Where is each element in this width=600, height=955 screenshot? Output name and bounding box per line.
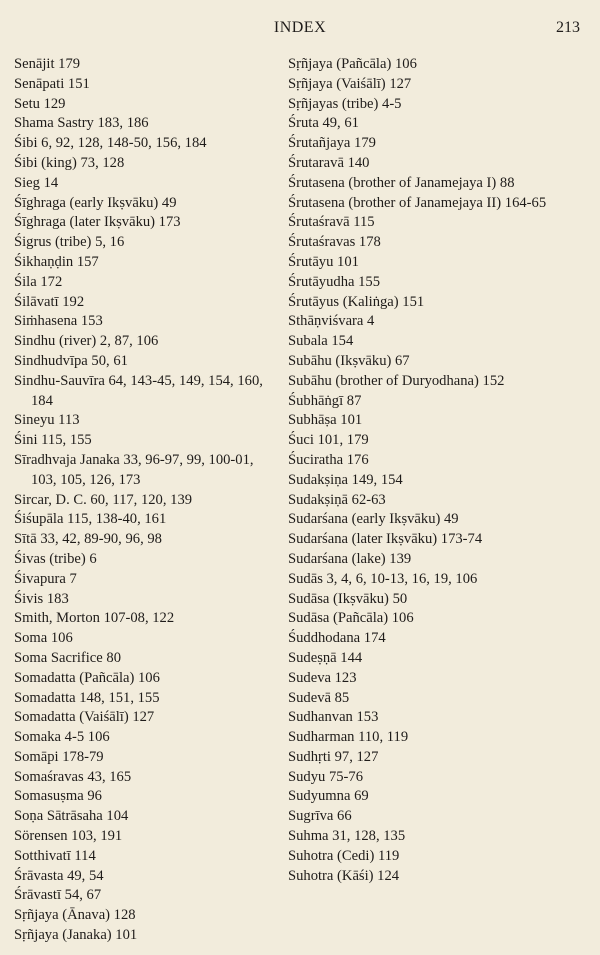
index-entry: Śivapura 7	[14, 570, 77, 587]
index-entry: Śivas (tribe) 6	[14, 550, 97, 567]
index-entry: Smith, Morton 107-08, 122	[14, 610, 175, 627]
index-entry: Sudevā 85	[288, 689, 350, 706]
index-entry: Śrutaśravā 115	[288, 214, 375, 231]
index-entry: Somadatta (Vaiśālī) 127	[14, 709, 155, 726]
index-entry: Suhotra (Kāśi) 124	[288, 867, 400, 884]
index-entry: Sudāsa (Pañcāla) 106	[288, 610, 414, 627]
index-entry: Śruta 49, 61	[288, 115, 359, 132]
index-entry: Śibi 6, 92, 128, 148-50, 156, 184	[14, 135, 207, 152]
index-entry: Sudakṣiṇā 62-63	[288, 491, 386, 508]
index-entry: Suhma 31, 128, 135	[288, 828, 406, 845]
index-entry: Subhāṣa 101	[288, 412, 363, 429]
index-entry: Śivis 183	[14, 590, 69, 607]
index-entry: Sindhudvīpa 50, 61	[14, 352, 128, 369]
index-entry: Śrutasena (brother of Janamejaya II) 164-65	[288, 194, 547, 211]
index-entry: Śiśupāla 115, 138-40, 161	[14, 511, 167, 528]
index-entry: Sieg 14	[14, 174, 59, 191]
index-entry: Subala 154	[288, 333, 354, 350]
index-entry: Sudharman 110, 119	[288, 729, 409, 746]
index-entry: Śrāvastī 54, 67	[14, 887, 102, 904]
index-entry: Sudyu 75-76	[288, 768, 363, 785]
index-entry: Śibi (king) 73, 128	[14, 154, 125, 171]
index-entry: Śilāvatī 192	[14, 293, 85, 310]
index-entry: Somadatta 148, 151, 155	[14, 689, 160, 706]
index-entry: Sṛñjaya (Ānava) 128	[14, 907, 136, 924]
index-entry: Sörensen 103, 191	[14, 828, 123, 845]
index-entry: Śini 115, 155	[14, 432, 92, 449]
index-entry: Somaka 4-5 106	[14, 729, 110, 746]
index-entry: Śikhaṇḍin 157	[14, 253, 99, 270]
index-entry: Śuciratha 176	[288, 451, 369, 468]
index-entry: Soma Sacrifice 80	[14, 649, 121, 666]
index-entry: Śīghraga (later Ikṣvāku) 173	[14, 214, 181, 231]
index-entry: Sudhṛti 97, 127	[288, 748, 379, 765]
index-entry: Somāpi 178-79	[14, 748, 104, 765]
index-entry: Sotthivatī 114	[14, 847, 96, 864]
index-entry: Śīghraga (early Ikṣvāku) 49	[14, 194, 177, 211]
index-entry: Sṛñjaya (Pañcāla) 106	[288, 56, 417, 72]
index-entry: Sineyu 113	[14, 412, 80, 429]
index-entry: Sthāṇviśvara 4	[288, 313, 375, 330]
index-entry: Śrutāyus (Kaliṅga) 151	[288, 293, 425, 310]
index-column-right	[288, 55, 588, 886]
index-entry: Suhotra (Cedi) 119	[288, 847, 400, 864]
index-entry: Śila 172	[14, 273, 63, 290]
index-entry: Sudās 3, 4, 6, 10-13, 16, 19, 106	[288, 570, 478, 587]
index-entry: Sītā 33, 42, 89-90, 96, 98	[14, 531, 162, 548]
index-entry: Senājit 179	[14, 56, 81, 72]
index-entry: Sudarśana (lake) 139	[288, 550, 412, 567]
index-entry: Śubhāṅgī 87	[288, 392, 362, 409]
index-entry: Sudeva 123	[288, 669, 357, 686]
index-entry: Soma 106	[14, 630, 73, 647]
index-entry: Sīradhvaja Janaka 33, 96-97, 99, 100-01, 103, 105, 126, 173	[14, 451, 254, 488]
index-entry: Sindhu (river) 2, 87, 106	[14, 333, 159, 350]
index-entry: Sudhanvan 153	[288, 709, 379, 726]
index-entry: Śrutaśravas 178	[288, 234, 381, 251]
index-entry: Śrutāyu 101	[288, 253, 359, 270]
index-entry: Sṛñjaya (Janaka) 101	[14, 927, 138, 944]
index-entry: Śrutāyudha 155	[288, 273, 381, 290]
index-entry: Somadatta (Pañcāla) 106	[14, 669, 160, 686]
index-entry: Shama Sastry 183, 186	[14, 115, 149, 132]
index-entry: Sindhu-Sauvīra 64, 143-45, 149, 154, 160, 184	[14, 372, 263, 409]
index-entry: Somasuṣma 96	[14, 788, 102, 805]
index-entry: Śuci 101, 179	[288, 432, 369, 449]
index-entry: Subāhu (Ikṣvāku) 67	[288, 352, 410, 369]
index-entry: Sudāsa (Ikṣvāku) 50	[288, 590, 408, 607]
index-entry: Sṛñjaya (Vaiśālī) 127	[288, 75, 412, 92]
index-entry: Śigrus (tribe) 5, 16	[14, 234, 125, 251]
index-entry: Soṇa Sātrāsaha 104	[14, 808, 129, 825]
index-entry: Senāpati 151	[14, 75, 90, 92]
index-entry: Sudarśana (early Ikṣvāku) 49	[288, 511, 459, 528]
index-entry: Siṁhasena 153	[14, 313, 103, 330]
index-entry: Śuddhodana 174	[288, 630, 386, 647]
index-entry: Subāhu (brother of Duryodhana) 152	[288, 372, 505, 389]
index-entry: Sudarśana (later Ikṣvāku) 173-74	[288, 531, 483, 548]
index-entry: Sṛñjayas (tribe) 4-5	[288, 95, 402, 112]
index-entry: Sircar, D. C. 60, 117, 120, 139	[14, 491, 193, 508]
index-entry: Somaśravas 43, 165	[14, 768, 132, 785]
index-entry: Sudakṣiṇa 149, 154	[288, 471, 403, 488]
page-title: INDEX	[273, 19, 327, 36]
index-entry: Śrutaravā 140	[288, 154, 370, 171]
index-entry: Śrāvasta 49, 54	[14, 867, 104, 884]
index-entry: Śrutañjaya 179	[288, 135, 376, 152]
page-number: 213	[556, 19, 580, 36]
index-entry: Sugrīva 66	[288, 808, 352, 825]
index-column-left	[14, 55, 279, 946]
index-entry: Sudyumna 69	[288, 788, 369, 805]
index-entry: Setu 129	[14, 95, 66, 112]
index-entry: Śrutasena (brother of Janamejaya I) 88	[288, 174, 515, 191]
index-entry: Sudeṣṇā 144	[288, 649, 363, 666]
